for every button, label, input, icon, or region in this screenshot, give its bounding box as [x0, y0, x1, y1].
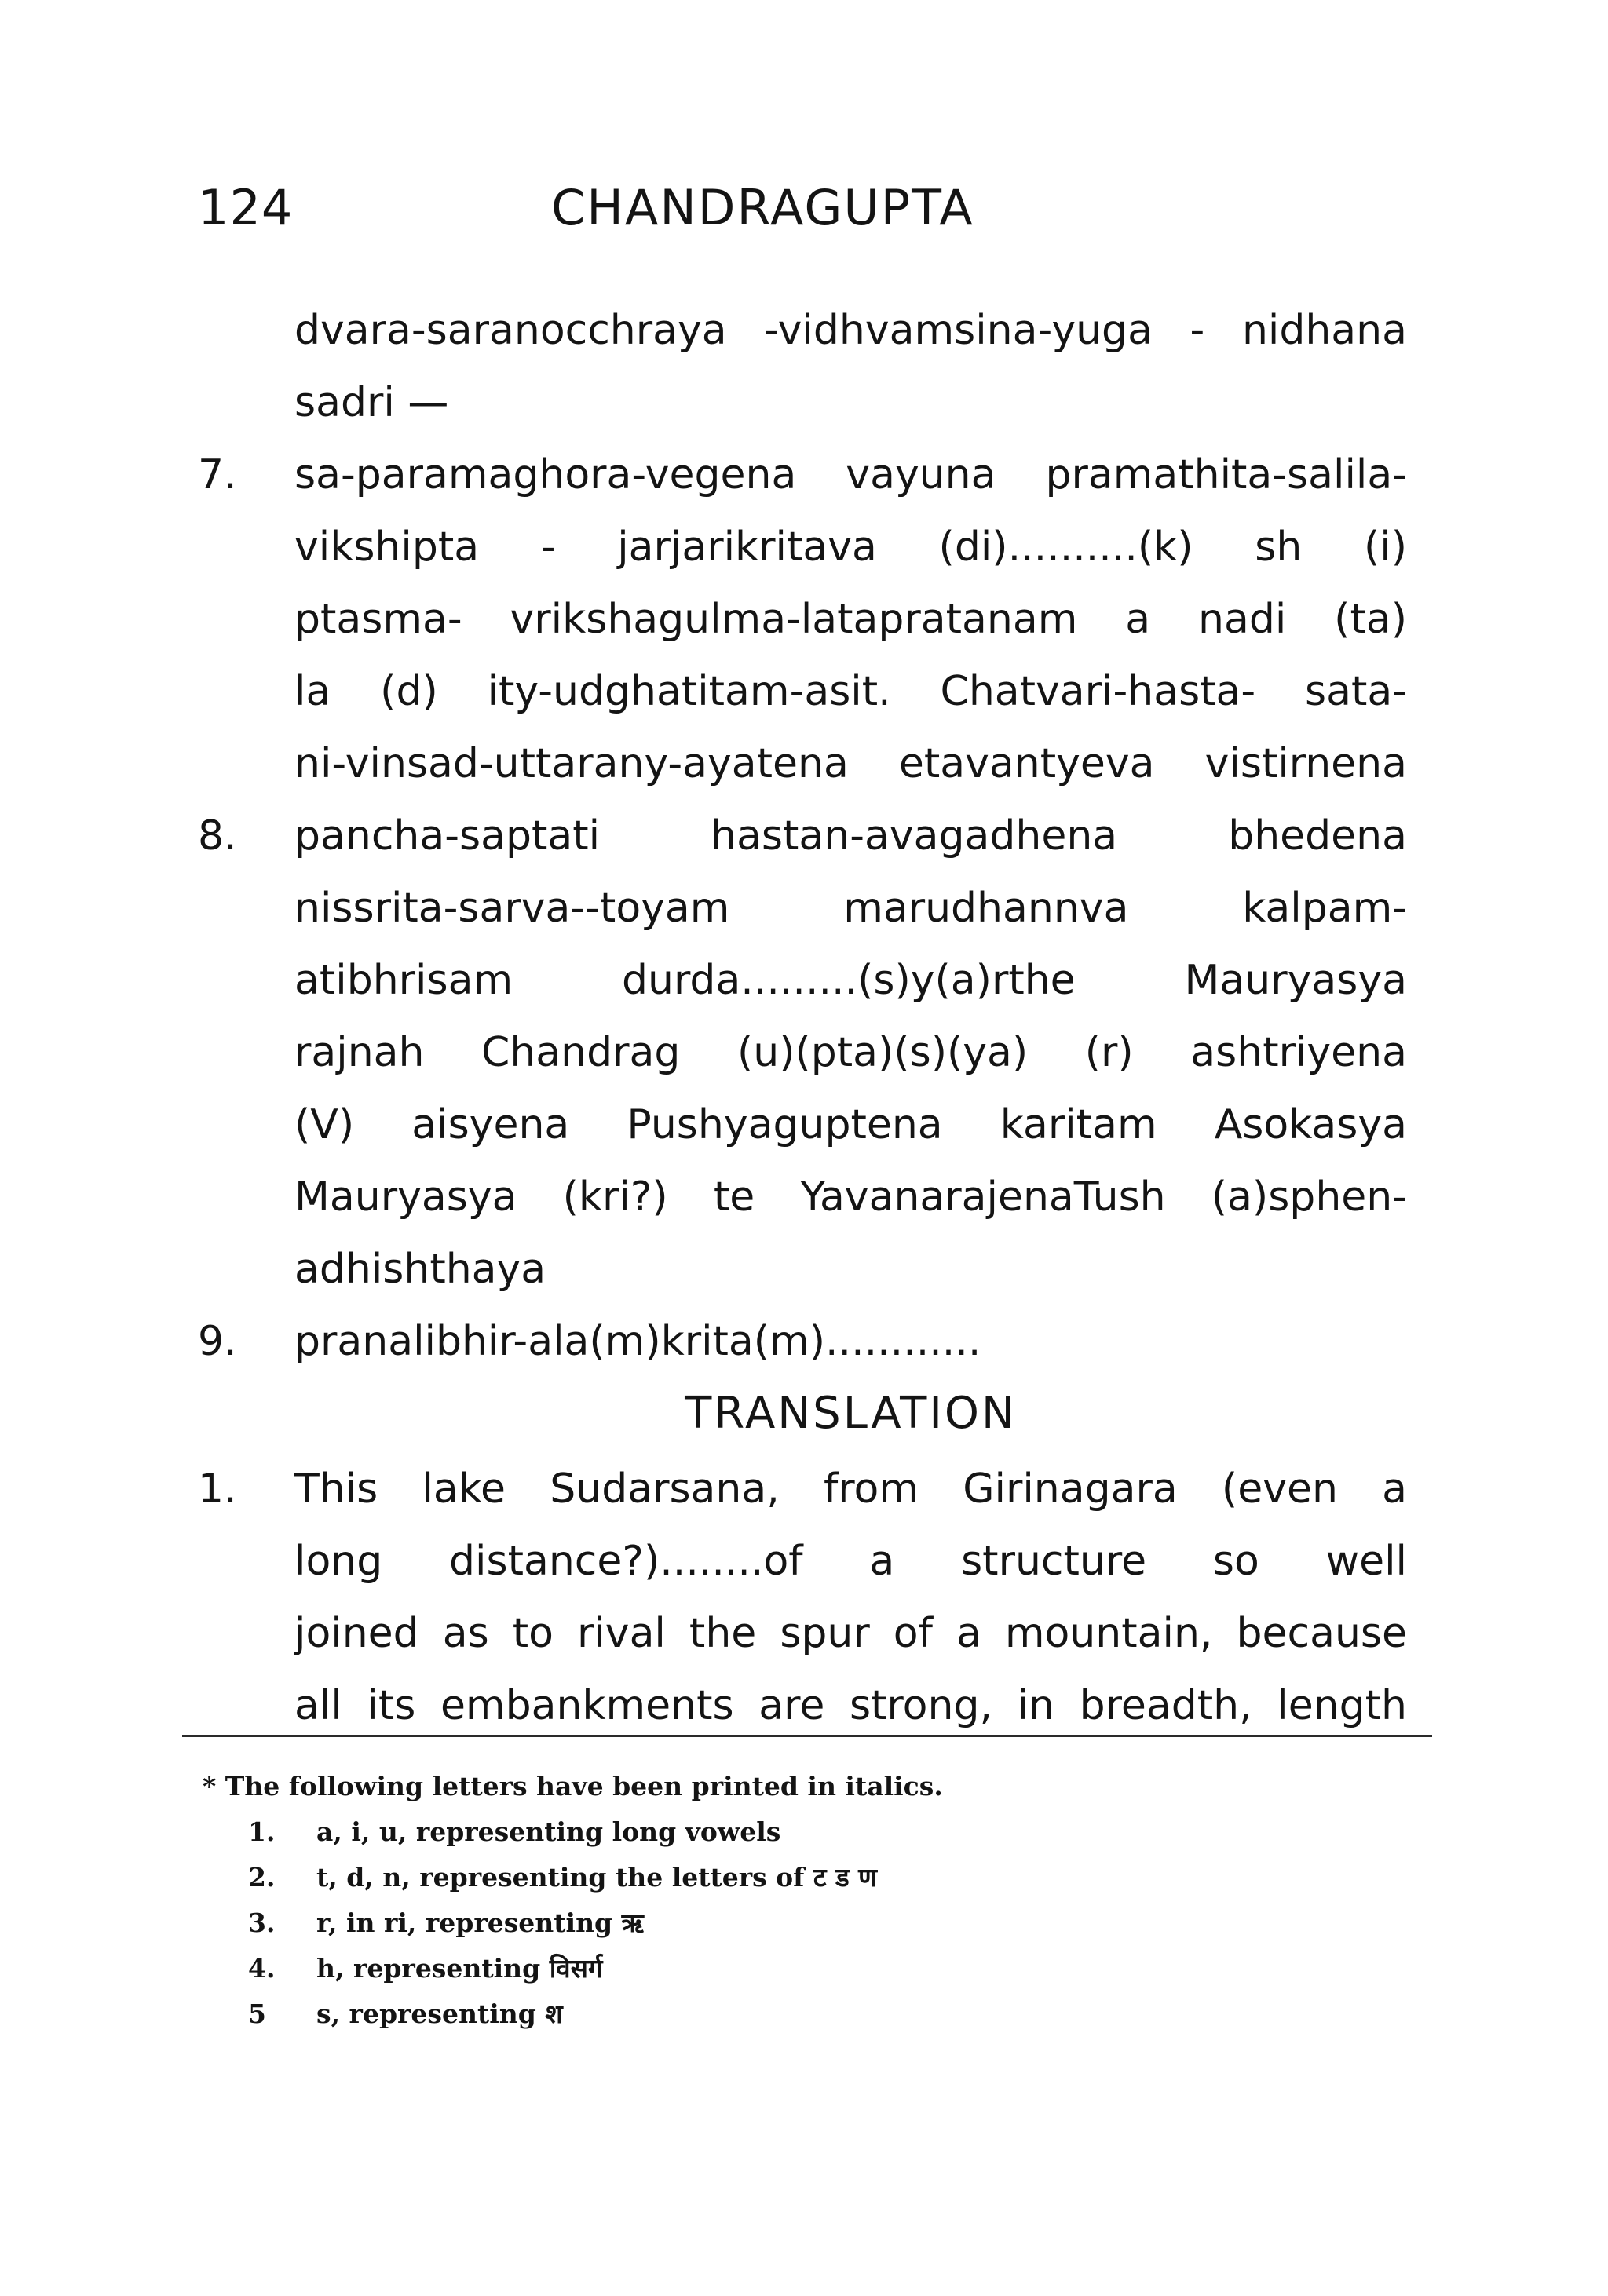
page-header [198, 179, 1454, 242]
inscription-line [198, 1089, 1407, 1161]
footnote-text: r, in ri, representing ऋ [316, 1907, 644, 1938]
inscription-line [198, 367, 1407, 439]
footnote-number: 3. [248, 1907, 276, 1938]
inscription-line [198, 655, 1407, 728]
line-text: sadri — [294, 379, 449, 426]
footnote-number: 5 [248, 1999, 266, 2029]
footnote-item [203, 1809, 1427, 1855]
line-text: dvara-saranocchraya -vidhvamsina-yuga - nidhana [294, 307, 1407, 354]
inscription-line [198, 1305, 1407, 1378]
footnote-item [203, 1946, 1427, 1991]
footnote-divider [182, 1735, 1432, 1737]
line-text: pancha-saptati hastan-avagadhena bhedena [294, 812, 1407, 860]
footnote-item [203, 1855, 1427, 1900]
inscription-line [198, 944, 1407, 1017]
line-text: long distance?)........of a structure so well [294, 1538, 1407, 1585]
footnote-intro-text: * The following letters have been printed in italics. [203, 1771, 943, 1801]
line-number: 9. [198, 1318, 237, 1365]
footnote-text: a, i, u, representing long vowels [316, 1816, 781, 1847]
line-text: vikshipta - jarjarikritava (di)..........(k) sh (i) [294, 524, 1407, 571]
inscription-line [198, 872, 1407, 944]
inscription-line [198, 439, 1407, 511]
inscription-line [198, 728, 1407, 800]
line-text: adhishthaya [294, 1246, 546, 1293]
page-number: 124 [198, 179, 294, 236]
footnote-number: 2. [248, 1862, 276, 1893]
line-text: joined as to rival the spur of a mountain, because [294, 1610, 1407, 1657]
translation-line [198, 1597, 1407, 1670]
running-title: CHANDRAGUPTA [551, 179, 974, 236]
line-text: This lake Sudarsana, from Girinagara (even a [294, 1466, 1407, 1513]
line-number: 1. [198, 1466, 237, 1513]
inscription-line [198, 800, 1407, 872]
inscription-line [198, 1017, 1407, 1089]
footnote-number: 4. [248, 1953, 276, 1984]
line-text: nissrita-sarva--toyam marudhannva kalpam- [294, 885, 1407, 932]
line-text: pranalibhir-ala(m)krita(m)............ [294, 1318, 981, 1365]
inscription-line [198, 294, 1407, 367]
translation-line [198, 1525, 1407, 1597]
translation-heading: TRANSLATION [685, 1388, 1017, 1439]
line-text: (V) aisyena Pushyaguptena karitam Asokasya [294, 1101, 1407, 1148]
inscription-line [198, 583, 1407, 655]
footnote-text: t, d, n, representing the letters of ट ड ण [316, 1862, 877, 1893]
line-number: 7. [198, 451, 237, 498]
main-text [198, 294, 1407, 1742]
footnote-item [203, 1991, 1427, 2037]
footnote-item [203, 1900, 1427, 1946]
inscription-line [198, 511, 1407, 583]
line-text: ni-vinsad-uttarany-ayatena etavantyeva vistirnena [294, 740, 1407, 787]
translation-line [198, 1453, 1407, 1525]
footnote-text: s, representing श [316, 1999, 563, 2029]
inscription-line [198, 1233, 1407, 1305]
footnote-text: h, representing विसर्ग [316, 1953, 603, 1984]
line-text: all its embankments are strong, in breadth, length [294, 1682, 1407, 1729]
footnote-number: 1. [248, 1816, 276, 1847]
footnotes [203, 1764, 1427, 2037]
line-text: Mauryasya (kri?) te YavanarajenaTush (a)sphen- [294, 1174, 1407, 1221]
line-text: sa-paramaghora-vegena vayuna pramathita-salila- [294, 451, 1407, 498]
line-text: ptasma- vrikshagulma-latapratanam a nadi (ta) [294, 596, 1407, 643]
line-text: la (d) ity-udghatitam-asit. Chatvari-hasta- sata- [294, 668, 1407, 715]
footnote-intro [203, 1764, 1427, 1809]
line-number: 8. [198, 812, 237, 860]
line-text: rajnah Chandrag (u)(pta)(s)(ya) (r) ashtriyena [294, 1029, 1407, 1076]
line-text: atibhrisam durda.........(s)y(a)rthe Mauryasya [294, 957, 1407, 1004]
translation-line [198, 1670, 1407, 1742]
inscription-line [198, 1161, 1407, 1233]
